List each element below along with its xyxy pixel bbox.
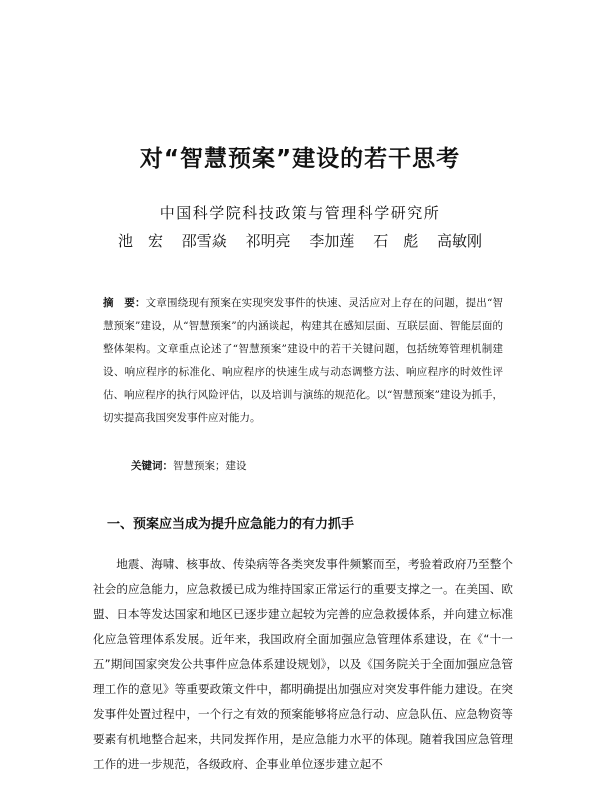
abstract-text: 文章围绕现有预案在实现突发事件的快速、灵活应对上存在的问题，提出“智慧预案”建设，从“智慧预案”的内涵谈起，构建其在感知层面、互联层面、智能层面的整体架构。文章重点论述了“智慧预案”建设中的若干关键问题，包括统筹管理机制建设、响应程序的标准化、响应程序的快速生成与动态调整方法、响应程序的时效性评估、响应程序的执行风险评估，以及培训与演练的规范化。以“智慧预案”建设为抓手，切实提高我国突发事件应对能力。: [103, 297, 504, 424]
author: 邵雪焱: [181, 232, 227, 250]
section-heading: 一、预案应当成为提升应急能力的有力抓手: [107, 517, 355, 532]
affiliation: 中国科学院科技政策与管理科学研究所: [159, 204, 441, 222]
keywords: [131, 458, 511, 473]
paper-title: 对“智慧预案”建设的若干思考: [139, 146, 461, 172]
body-paragraph: 地震、海啸、核事故、传染病等各类突发事件频繁而至，考验着政府乃至整个社会的应急能力，应急救援已成为维持国家正常运行的重要支撑之一。在美国、欧盟、日本等发达国家和地区已逐步建立起较为完善的应急救援体系，并向建立标准化应急管理体系发展。近年来，我国政府全面加强应急管理体系建设，在《“十一五”期间国家突发公共事件应急体系建设规划》，以及《国务院关于全面加强应急管理工作的意见》等重要政策文件中，都明确提出加强应对突发事件能力建设。在突发事件处置过程中，一个行之有效的预案能够将应急行动、应急队伍、应急物资等要素有机地整合起来，共同发挥作用，是应急能力水平的体现。随着我国应急管理工作的进一步规范，各级政府、企事业单位逐步建立起不: [93, 557, 513, 771]
author: 高敏刚: [436, 232, 482, 250]
author: 池 宏: [118, 232, 164, 250]
author: 李加莲: [309, 232, 355, 250]
author-list: [0, 230, 600, 251]
author: 石 彪: [373, 232, 419, 250]
author: 祁明亮: [245, 232, 291, 250]
abstract-label: 摘 要：: [103, 297, 146, 309]
keywords-label: 关键词：: [131, 460, 173, 472]
keywords-text: 智慧预案；建设: [173, 460, 247, 472]
abstract: [103, 292, 503, 430]
